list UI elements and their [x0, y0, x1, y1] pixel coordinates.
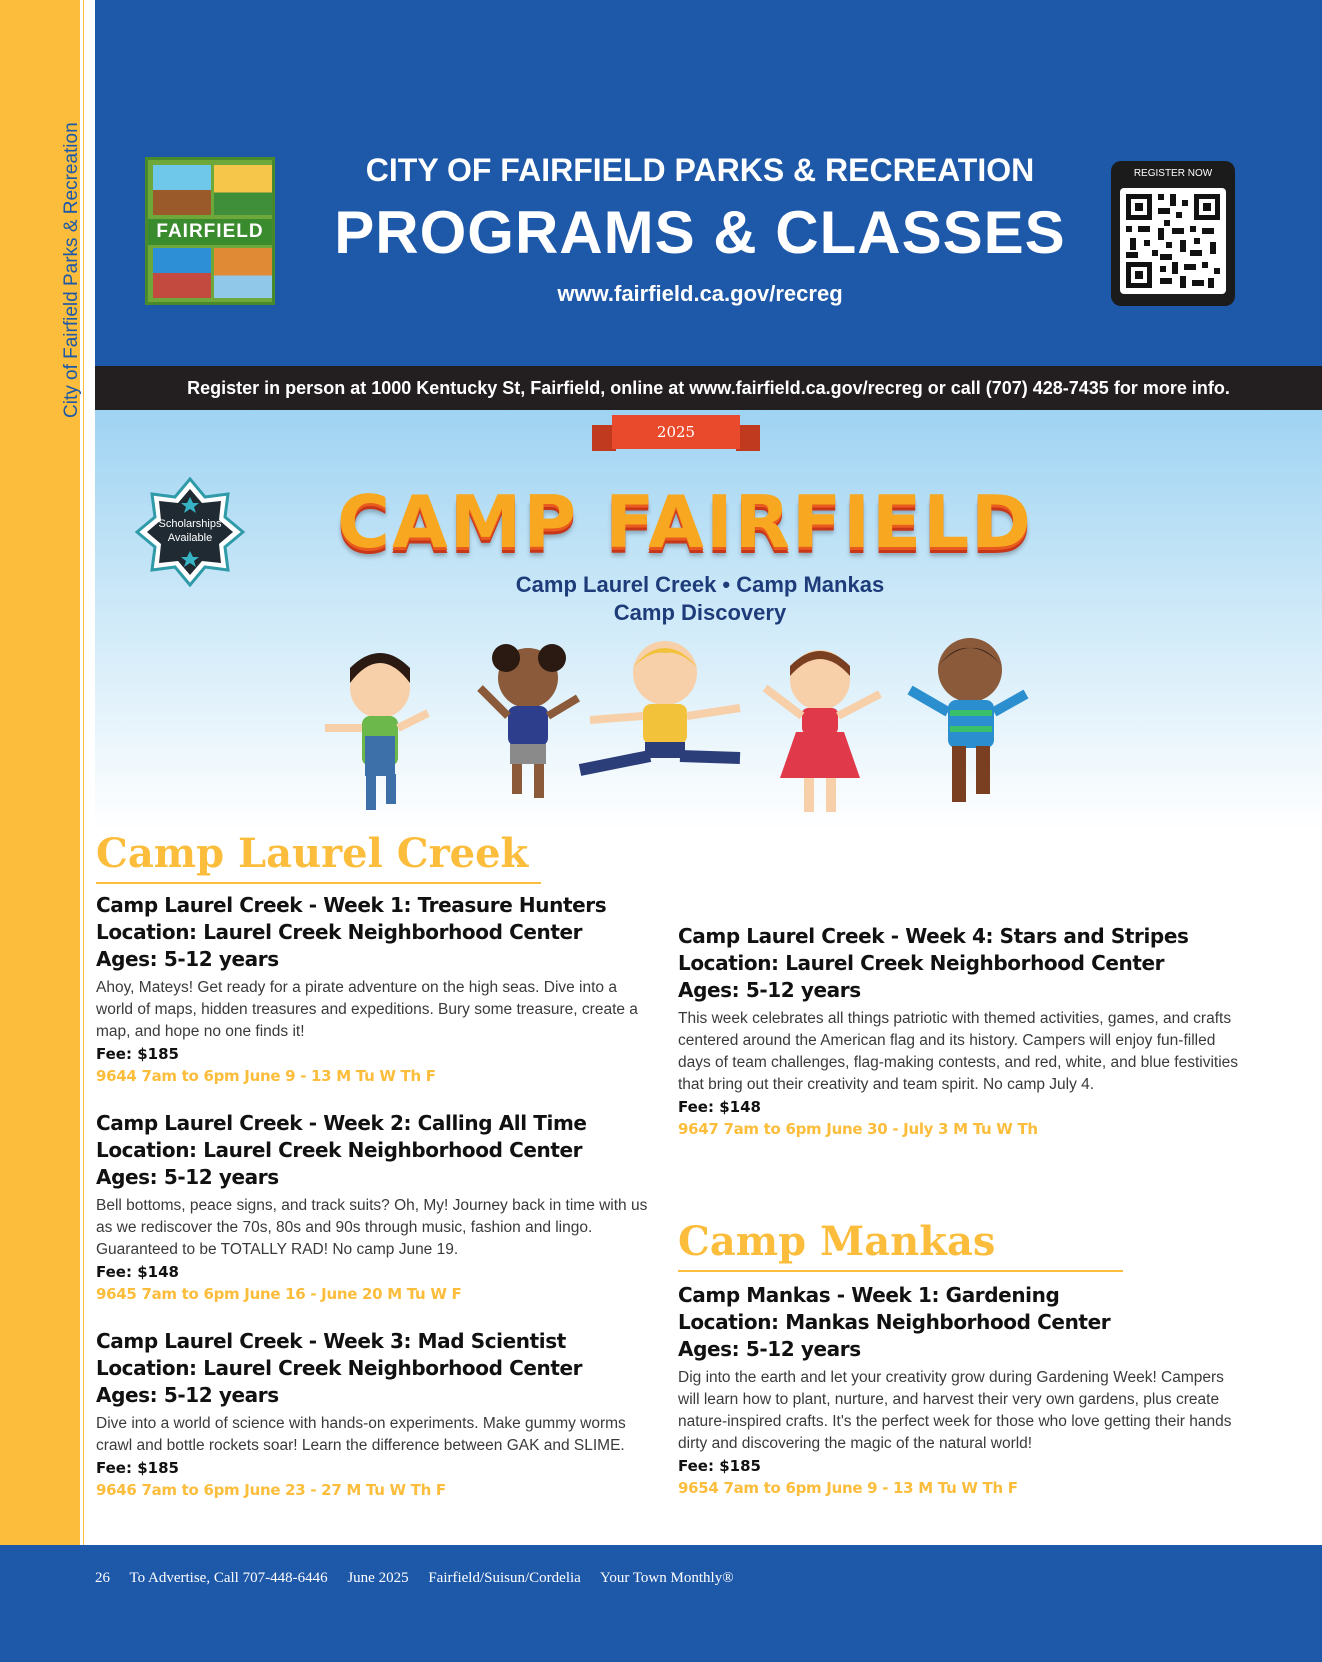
camp-location: Location: Laurel Creek Neighborhood Center: [96, 1138, 583, 1162]
badge-text: [135, 517, 245, 545]
camp-description: Bell bottoms, peace signs, and track suits? Oh, My! Journey back in time with us as we rediscover the 70s, 80s and 90s through music, fashion and lingo. Guaranteed to be TOTALLY RAD! No camp June 19.: [96, 1197, 648, 1258]
camp-block-week-1: [96, 892, 656, 1087]
camp-schedule: 9644 7am to 6pm June 9 - 13 M Tu W Th F: [96, 1067, 436, 1085]
camp-fee: Fee: $185: [678, 1457, 761, 1475]
camp-schedule: 9647 7am to 6pm June 30 - July 3 M Tu W Th: [678, 1120, 1038, 1138]
section-rule-mankas: [678, 1270, 1123, 1272]
logo-wordmark: FAIRFIELD: [148, 219, 272, 245]
header-title: PROGRAMS & CLASSES: [334, 199, 1066, 266]
camp-title: Camp Laurel Creek - Week 4: Stars and Stripes: [678, 924, 1189, 948]
logo-building-tile: [214, 248, 272, 298]
footer-page-number: 26: [95, 1570, 110, 1586]
footer-advertise: To Advertise, Call 707-448-6446: [129, 1570, 328, 1586]
camp-description: Ahoy, Mateys! Get ready for a pirate adventure on the high seas. Dive into a world of maps, hidden treasures and expeditions. Bury some treasure, create a map, and hope no one finds it!: [96, 979, 638, 1040]
camp-title: Camp Laurel Creek - Week 2: Calling All Time: [96, 1111, 587, 1135]
badge-line-2: Available: [167, 532, 213, 544]
camp-fee: Fee: $185: [96, 1459, 179, 1477]
camp-location: Location: Mankas Neighborhood Center: [678, 1310, 1111, 1334]
footer-brand: Your Town Monthly®: [600, 1570, 734, 1586]
camp-ages: Ages: 5-12 years: [96, 1383, 279, 1407]
logo-sun-tile: [214, 165, 272, 215]
section-title-laurel-creek: Camp Laurel Creek: [96, 830, 529, 877]
kid-5-figure: [910, 638, 1026, 802]
header-org: CITY OF FAIRFIELD PARKS & RECREATION: [365, 152, 1035, 188]
kid-1-figure: [325, 653, 428, 810]
camp-description: This week celebrates all things patriotic with themed activities, games, and crafts centered around the American flag and its history. Campers will enjoy fun-filled days of team challenges, flag-making contests, and red, white, and blue festivities that bring out their creativity and team spirit. No camp July 4.: [678, 1010, 1239, 1093]
camp-location: Location: Laurel Creek Neighborhood Center: [678, 951, 1165, 975]
camp-description: Dig into the earth and let your creativity grow during Gardening Week! Campers will learn how to plant, nurture, and harvest their very own gardens, plus create nature-inspired crafts. It's the perfect week for those who love getting their hands dirty and discovering the magic of the natural world!: [678, 1369, 1232, 1452]
camp-ages: Ages: 5-12 years: [96, 947, 279, 971]
camp-fee: Fee: $148: [96, 1263, 179, 1281]
scholarships-badge: [135, 477, 245, 587]
kid-4-figure: [765, 650, 880, 812]
kid-2-figure: [480, 644, 578, 798]
footer-area: Fairfield/Suisun/Cordelia: [428, 1570, 581, 1586]
qr-label: REGISTER NOW: [1133, 168, 1213, 179]
camp-schedule: 9645 7am to 6pm June 16 - June 20 M Tu W F: [96, 1285, 462, 1303]
camp-subtitle-1: Camp Laurel Creek • Camp Mankas: [515, 572, 885, 597]
camp-block-week-4: [678, 923, 1248, 1140]
section-title-mankas: Camp Mankas: [678, 1218, 996, 1265]
camp-subtitle-2: Camp Discovery: [613, 600, 787, 625]
fairfield-logo: [145, 157, 275, 305]
camp-fairfield-title: CAMP FAIRFIELD: [337, 480, 1033, 564]
page-footer: [0, 1545, 1322, 1662]
camp-location: Location: Laurel Creek Neighborhood Center: [96, 920, 583, 944]
camp-block-mankas-week-1: [678, 1282, 1248, 1499]
camp-description: Dive into a world of science with hands-on experiments. Make gummy worms crawl and bottle rockets soar! Learn the difference between GAK and SLIME.: [96, 1415, 626, 1454]
jumping-kids-illustration: [310, 628, 1070, 838]
logo-plane-tile: [153, 248, 211, 298]
kid-3-figure: [580, 641, 740, 770]
register-info-bar: Register in person at 1000 Kentucky St, Fairfield, online at www.fairfield.ca.gov/recreg or call (707) 428-7435 for more info.: [95, 366, 1322, 410]
camp-location: Location: Laurel Creek Neighborhood Center: [96, 1356, 583, 1380]
year-ribbon: 2025: [612, 415, 740, 449]
register-qr-card[interactable]: [1111, 161, 1235, 306]
footer-issue: June 2025: [347, 1570, 409, 1586]
sidebar-label: City of Fairfield Parks & Recreation: [61, 122, 82, 418]
camp-ages: Ages: 5-12 years: [678, 1337, 861, 1361]
camp-schedule: 9654 7am to 6pm June 9 - 13 M Tu W Th F: [678, 1479, 1018, 1497]
camp-title: Camp Laurel Creek - Week 3: Mad Scientist: [96, 1329, 566, 1353]
header-url[interactable]: www.fairfield.ca.gov/recreg: [557, 281, 843, 306]
camp-fee: Fee: $148: [678, 1098, 761, 1116]
footer-line: [95, 1570, 750, 1587]
camp-schedule: 9646 7am to 6pm June 23 - 27 M Tu W Th F: [96, 1481, 446, 1499]
camp-block-week-2: [96, 1110, 656, 1305]
camp-title: Camp Mankas - Week 1: Gardening: [678, 1283, 1060, 1307]
camp-fee: Fee: $185: [96, 1045, 179, 1063]
logo-barn-tile: [153, 165, 211, 215]
camp-ages: Ages: 5-12 years: [678, 978, 861, 1002]
camp-block-week-3: [96, 1328, 656, 1501]
camp-ages: Ages: 5-12 years: [96, 1165, 279, 1189]
qr-code-icon: [1120, 188, 1226, 294]
camp-title: Camp Laurel Creek - Week 1: Treasure Hunters: [96, 893, 607, 917]
badge-line-1: Scholarships: [158, 518, 222, 530]
section-rule-laurel-creek: [96, 882, 541, 884]
